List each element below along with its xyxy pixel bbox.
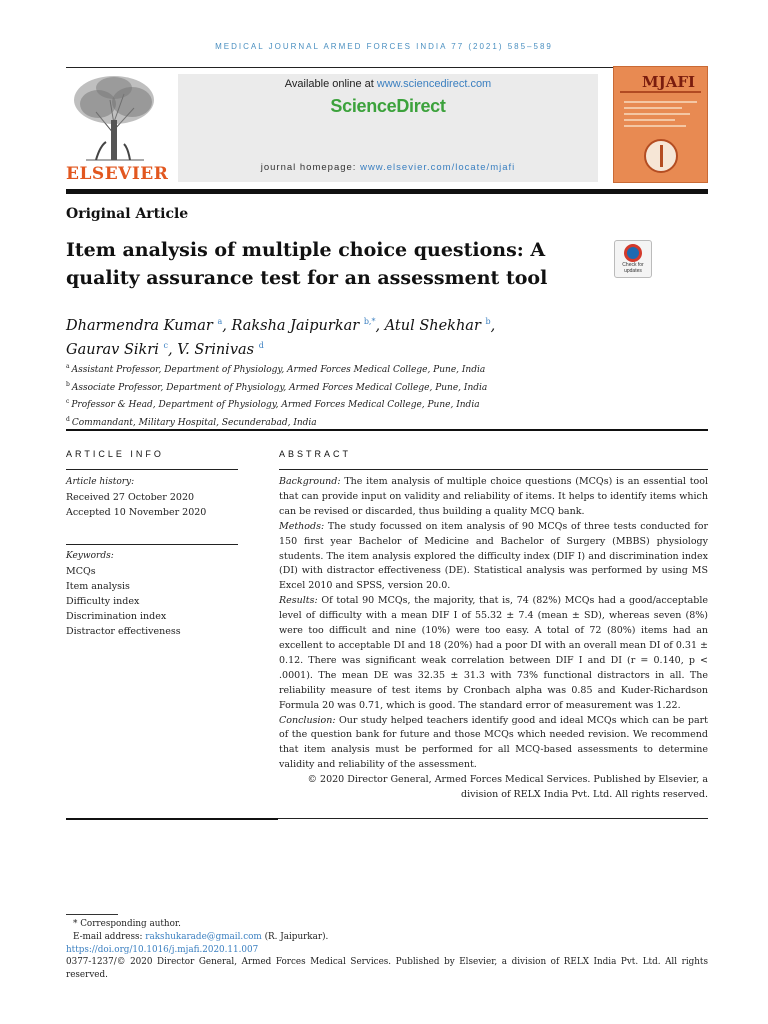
email-link[interactable]: rakshukarade@gmail.com — [145, 931, 262, 942]
abstract-methods: Methods: The study focussed on item analysis of 90 MCQs of three tests conducted for 150 first year Bachelor of Medicine and Bachelor of Surgery (MBBS) physiology students. The item analysis explored the difficulty index (DIF I) and discrimination index (DI) with distractor effectiveness (DE). Statistical analysis was performed by using MS Excel 2010 and SPSS, version 20.0. — [279, 520, 708, 592]
affiliation-list — [66, 360, 626, 430]
author-name: V. Srinivas — [177, 341, 255, 358]
affiliation-item: $^a$ Assistant Professor, Department of Physiology, Armed Forces Medical College, Pune, India — [66, 363, 486, 375]
author-name: Raksha Jaipurkar — [231, 317, 360, 334]
received-date: Received 27 October 2020 — [66, 492, 195, 503]
sciencedirect-link[interactable]: www.sciencedirect.com — [376, 78, 492, 90]
article-info-heading: ARTICLE INFO — [66, 449, 164, 459]
affiliation-item: $^b$ Associate Professor, Department of Physiology, Armed Forces Medical College, Pune, India — [66, 380, 488, 393]
abstract-results: Results: Of total 90 MCQs, the majority, that is, 74 (82%) MCQs had a good/acceptable level of difficulty with a mean DIF I of 55.32 ± 7.4 (mean ± SD), whereas seven (8%) were too difficult and nine (10%) were too easy. A total of 72 (80%) items had an excellent to acceptable DI and 18 (20%) had a poor DI with an overall mean DI of 0.31 ± 0.12. There was significant weak correlation between DIF I and DI (r = 0.140, p < .0001). The mean DE was 32.35 ± 31.3 with 73% functional distractors in all. The reliability measure of test items by Cronbach alpha was 0.85 and Kuder-Richardson Formula 20 was 0.71, which is good. The standard error of measurement was 1.22. — [279, 595, 708, 711]
author-affil-link[interactable]: d — [258, 340, 264, 350]
sciencedirect-banner — [178, 74, 598, 182]
elsevier-tree-logo[interactable] — [66, 72, 169, 184]
check-for-updates-button[interactable] — [614, 240, 652, 278]
keyword-item[interactable]: Distractor effectiveness — [66, 626, 181, 637]
cover-divider — [620, 91, 701, 93]
footnote-rule — [66, 914, 118, 915]
keywords-label: Keywords: — [66, 551, 114, 561]
abstract-body — [279, 475, 708, 803]
keyword-item[interactable]: Difficulty index — [66, 596, 140, 607]
section-divider — [66, 429, 708, 431]
author-affil-link[interactable]: b,* — [363, 317, 376, 326]
affiliation-item: $^d$ Commandant, Military Hospital, Secunderabad, India — [66, 415, 317, 428]
article-info-rule — [66, 469, 238, 470]
article-history — [66, 475, 238, 520]
available-prefix: Available online at — [284, 78, 377, 90]
caduceus-icon — [644, 139, 678, 173]
sciencedirect-brand[interactable]: ScienceDirect — [330, 96, 446, 116]
history-label: Article history: — [66, 477, 135, 487]
journal-homepage-link[interactable]: www.elsevier.com/locate/mjafi — [360, 162, 516, 173]
keyword-item[interactable]: Item analysis — [66, 581, 130, 592]
corresponding-note: * Corresponding author. — [73, 919, 181, 929]
cover-title: MJAFI — [642, 73, 696, 91]
author-name: Atul Shekhar — [384, 317, 481, 334]
available-online — [178, 78, 598, 90]
email-note: E-mail address: rakshukarade@gmail.com (R. Jaipurkar). — [73, 931, 329, 942]
cover-text-lines — [624, 101, 697, 131]
article-title: Item analysis of multiple choice questions: A quality assurance test for an assessment tool — [66, 239, 548, 289]
author-name: Gaurav Sikri — [66, 341, 159, 358]
abstract-background: Background: The item analysis of multiple choice questions (MCQs) is an essential tool that can provide input on validity and reliability of items. It helps to identify items which can be revised or discarded, thus building a quality MCQ bank. — [279, 476, 708, 517]
header-thick-rule — [66, 189, 708, 194]
keywords-rule — [66, 544, 238, 545]
accepted-date: Accepted 10 November 2020 — [66, 507, 207, 518]
keyword-item[interactable]: Discrimination index — [66, 611, 167, 622]
keywords-block — [66, 549, 238, 639]
abstract-heading: ABSTRACT — [279, 449, 352, 459]
author-affil-link[interactable]: b — [485, 317, 491, 326]
keyword-item[interactable]: MCQs — [66, 566, 96, 577]
check-updates-label: Check for updates — [622, 262, 644, 274]
author-name: Dharmendra Kumar — [66, 317, 213, 334]
author-list: Dharmendra Kumar $^a$, Raksha Jaipurkar $^{b,*}$, Atul Shekhar $^b$, Gaurav Sikri $^c$, V. Srinivas $^d$ — [66, 317, 496, 358]
author-affil-link[interactable]: a — [217, 317, 223, 326]
info-end-rule — [66, 818, 278, 820]
affiliation-item: $^c$ Professor & Head, Department of Physiology, Armed Forces Medical College, Pune, India — [66, 398, 480, 410]
abstract-copyright: © 2020 Director General, Armed Forces Medical Services. Published by Elsevier, a division of RELX India Pvt. Ltd. All rights reserved. — [307, 774, 708, 801]
author-affil-link[interactable]: c — [163, 340, 168, 350]
article-type: Original Article — [66, 206, 189, 222]
doi-link[interactable]: https://doi.org/10.1016/j.mjafi.2020.11.007 — [66, 944, 259, 955]
publisher-name: ELSEVIER — [66, 164, 169, 184]
tree-icon — [66, 72, 164, 164]
homepage-prefix: journal homepage: — [260, 162, 361, 173]
abstract-conclusion: Conclusion: Our study helped teachers identify good and ideal MCQs which can be part of the question bank for future and those MCQs which needed revision. We recommend that item analysis must be performed for all MCQ-based assessments to determine validity and reliability of the assessment. — [279, 714, 708, 771]
abstract-rule — [279, 469, 708, 470]
abstract-end-rule — [278, 818, 708, 819]
journal-homepage — [178, 162, 598, 173]
running-head: MEDICAL JOURNAL ARMED FORCES INDIA 77 (2021) 585–589 — [215, 42, 553, 51]
journal-cover[interactable] — [613, 66, 708, 183]
footnotes — [66, 918, 708, 982]
issn-note: 0377-1237/© 2020 Director General, Armed Forces Medical Services. Published by Elsevier, a division of RELX India Pvt. Ltd. All rights reserved. — [66, 957, 708, 981]
header-rule — [66, 67, 708, 68]
check-updates-icon — [624, 244, 642, 262]
